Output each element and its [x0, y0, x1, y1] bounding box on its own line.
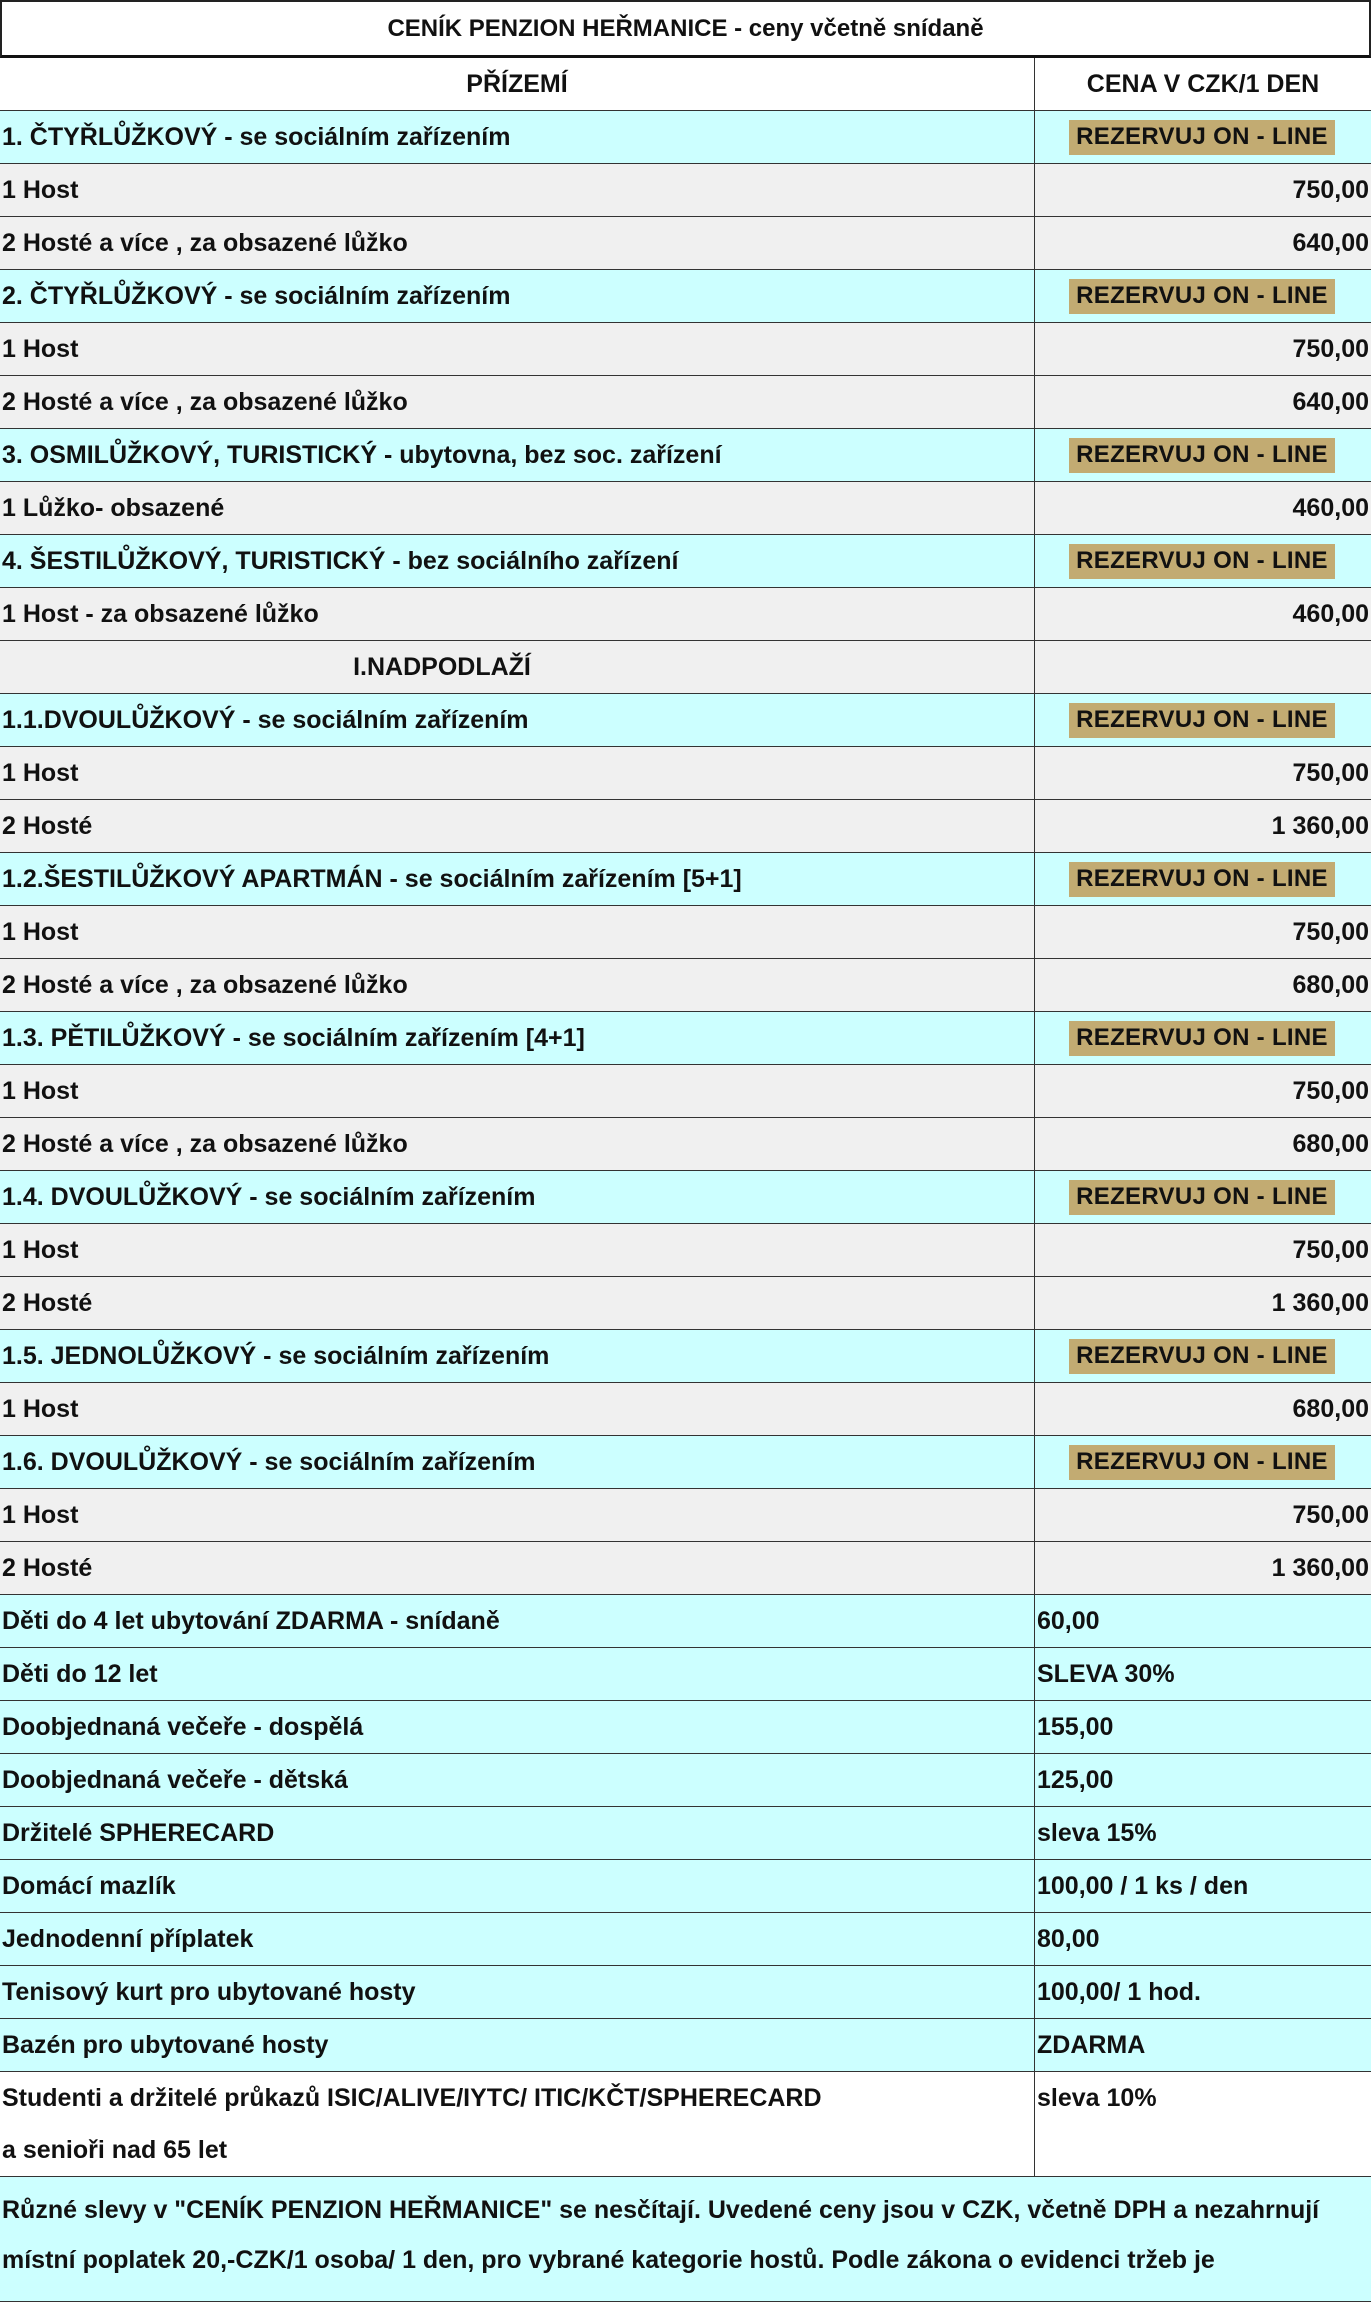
extra-label: Děti do 12 let — [0, 1648, 1035, 1700]
extra-label: Tenisový kurt pro ubytované hosty — [0, 1966, 1035, 2018]
section-title: I.NADPODLAŽÍ — [0, 641, 1035, 693]
price-row — [0, 1542, 1371, 1595]
price-row — [0, 1224, 1371, 1277]
price-row — [0, 1383, 1371, 1436]
extra-label: Domácí mazlík — [0, 1860, 1035, 1912]
price-value: 750,00 — [1292, 917, 1369, 946]
room-name: 1.3. PĚTILŮŽKOVÝ - se sociálním zařízením [4+1] — [0, 1012, 1035, 1064]
price-row — [0, 1489, 1371, 1542]
reserve-online-button[interactable]: REZERVUJ ON - LINE — [1069, 862, 1335, 897]
reserve-online-button[interactable]: REZERVUJ ON - LINE — [1069, 703, 1335, 738]
price-row — [0, 1118, 1371, 1171]
price-value: 640,00 — [1292, 387, 1369, 416]
guest-count: 1 Lůžko- obsazené — [0, 482, 1035, 534]
guest-count: 2 Hosté a více , za obsazené lůžko — [0, 1118, 1035, 1170]
guest-count: 1 Host - za obsazené lůžko — [0, 588, 1035, 640]
price-row — [0, 800, 1371, 853]
room-row — [0, 270, 1371, 323]
price-row — [0, 482, 1371, 535]
extra-row — [0, 2019, 1371, 2072]
guest-count: 1 Host — [0, 747, 1035, 799]
extra-value: 100,00 / 1 ks / den — [1037, 1871, 1249, 1900]
footer-line-2: místní poplatek 20,-CZK/1 osoba/ 1 den, pro vybrané kategorie hostů. Podle zákona o evidenci tržeb je — [2, 2246, 1215, 2274]
guest-count: 2 Hosté a více , za obsazené lůžko — [0, 959, 1035, 1011]
room-name: 4. ŠESTILŮŽKOVÝ, TURISTICKÝ - bez sociálního zařízení — [0, 535, 1035, 587]
extra-row — [0, 1701, 1371, 1754]
extra-row — [0, 1860, 1371, 1913]
booking-cell — [1035, 1330, 1371, 1382]
header-floor: PŘÍZEMÍ — [0, 58, 1035, 110]
price-row — [0, 217, 1371, 270]
booking-cell — [1035, 270, 1371, 322]
reserve-online-button[interactable]: REZERVUJ ON - LINE — [1069, 120, 1335, 155]
extra-label: Bazén pro ubytované hosty — [0, 2019, 1035, 2071]
room-name: 1.1.DVOULŮŽKOVÝ - se sociálním zařízením — [0, 694, 1035, 746]
room-name: 2. ČTYŘLŮŽKOVÝ - se sociálním zařízením — [0, 270, 1035, 322]
footer-note — [0, 2177, 1371, 2302]
price-value: 680,00 — [1292, 970, 1369, 999]
extra-value: 155,00 — [1037, 1712, 1114, 1741]
extra-row — [0, 1966, 1371, 2019]
price-value: 750,00 — [1292, 758, 1369, 787]
extra-label: Děti do 4 let ubytování ZDARMA - snídaně — [0, 1595, 1035, 1647]
room-name: 1.4. DVOULŮŽKOVÝ - se sociálním zařízením — [0, 1171, 1035, 1223]
extra-row — [0, 1913, 1371, 1966]
extra-value: SLEVA 30% — [1037, 1659, 1175, 1688]
reserve-online-button[interactable]: REZERVUJ ON - LINE — [1069, 438, 1335, 473]
section-row — [0, 641, 1371, 694]
price-row — [0, 747, 1371, 800]
booking-cell — [1035, 694, 1371, 746]
price-value: 460,00 — [1292, 599, 1369, 628]
extra-row — [0, 1807, 1371, 1860]
price-row — [0, 959, 1371, 1012]
extra-value: 60,00 — [1037, 1606, 1100, 1635]
extra-value: 125,00 — [1037, 1765, 1114, 1794]
guest-count: 1 Host — [0, 1383, 1035, 1435]
price-row — [0, 164, 1371, 217]
guest-count: 1 Host — [0, 164, 1035, 216]
price-value: 1 360,00 — [1271, 1288, 1369, 1317]
price-value: 1 360,00 — [1271, 1553, 1369, 1582]
guest-count: 2 Hosté a více , za obsazené lůžko — [0, 217, 1035, 269]
booking-cell — [1035, 1012, 1371, 1064]
price-value: 640,00 — [1292, 228, 1369, 257]
guest-count: 1 Host — [0, 1065, 1035, 1117]
reserve-online-button[interactable]: REZERVUJ ON - LINE — [1069, 1021, 1335, 1056]
booking-cell — [1035, 429, 1371, 481]
extra-value: 100,00/ 1 hod. — [1037, 1977, 1201, 2006]
room-name: 1.5. JEDNOLŮŽKOVÝ - se sociálním zařízením — [0, 1330, 1035, 1382]
price-value: 750,00 — [1292, 1076, 1369, 1105]
price-row — [0, 906, 1371, 959]
extra-row — [0, 1648, 1371, 1701]
price-value: 750,00 — [1292, 1500, 1369, 1529]
reserve-online-button[interactable]: REZERVUJ ON - LINE — [1069, 544, 1335, 579]
price-value: 750,00 — [1292, 175, 1369, 204]
reserve-online-button[interactable]: REZERVUJ ON - LINE — [1069, 1180, 1335, 1215]
room-row — [0, 1436, 1371, 1489]
footer-line-1: Různé slevy v "CENÍK PENZION HEŘMANICE" se nesčítají. Uvedené ceny jsou v CZK, včetně DPH a nezahrnují — [2, 2196, 1320, 2224]
guest-count: 1 Host — [0, 323, 1035, 375]
price-table-body — [0, 111, 1371, 2177]
discount-value: sleva 10% — [1037, 2084, 1157, 2112]
booking-cell — [1035, 1171, 1371, 1223]
price-value: 460,00 — [1292, 493, 1369, 522]
price-value: 680,00 — [1292, 1129, 1369, 1158]
guest-count: 2 Hosté a více , za obsazené lůžko — [0, 376, 1035, 428]
price-value: 750,00 — [1292, 1235, 1369, 1264]
room-row — [0, 1012, 1371, 1065]
room-name: 1. ČTYŘLŮŽKOVÝ - se sociálním zařízením — [0, 111, 1035, 163]
room-row — [0, 1330, 1371, 1383]
room-row — [0, 429, 1371, 482]
extra-label: Držitelé SPHERECARD — [0, 1807, 1035, 1859]
price-row — [0, 588, 1371, 641]
header-price: CENA V CZK/1 DEN — [1086, 69, 1320, 98]
page-title: CENÍK PENZION HEŘMANICE - ceny včetně snídaně — [0, 0, 1371, 58]
extra-label: Doobjednaná večeře - dospělá — [0, 1701, 1035, 1753]
price-value: 1 360,00 — [1271, 811, 1369, 840]
guest-count: 1 Host — [0, 1224, 1035, 1276]
price-row — [0, 323, 1371, 376]
price-row — [0, 1277, 1371, 1330]
extra-value: sleva 15% — [1037, 1818, 1157, 1847]
reserve-online-button[interactable]: REZERVUJ ON - LINE — [1069, 1445, 1335, 1480]
reserve-online-button[interactable]: REZERVUJ ON - LINE — [1069, 1339, 1335, 1374]
room-row — [0, 694, 1371, 747]
room-name: 3. OSMILŮŽKOVÝ, TURISTICKÝ - ubytovna, bez soc. zařízení — [0, 429, 1035, 481]
booking-cell — [1035, 111, 1371, 163]
guest-count: 2 Hosté — [0, 1542, 1035, 1594]
price-value: 750,00 — [1292, 334, 1369, 363]
price-row — [0, 376, 1371, 429]
room-row — [0, 853, 1371, 906]
booking-cell — [1035, 535, 1371, 587]
extra-value: ZDARMA — [1037, 2030, 1146, 2059]
discount-label-line-1: Studenti a držitelé průkazů ISIC/ALIVE/IYTC/ ITIC/KČT/SPHERECARD — [2, 2083, 822, 2112]
price-row — [0, 1065, 1371, 1118]
discount-label — [0, 2072, 1035, 2176]
booking-cell — [1035, 853, 1371, 905]
price-value: 680,00 — [1292, 1394, 1369, 1423]
guest-count: 1 Host — [0, 906, 1035, 958]
guest-count: 1 Host — [0, 1489, 1035, 1541]
room-row — [0, 111, 1371, 164]
extra-label: Doobjednaná večeře - dětská — [0, 1754, 1035, 1806]
extra-row — [0, 1754, 1371, 1807]
extra-value: 80,00 — [1037, 1924, 1100, 1953]
room-row — [0, 1171, 1371, 1224]
discount-row — [0, 2072, 1371, 2177]
extra-row — [0, 1595, 1371, 1648]
table-header — [0, 58, 1371, 111]
guest-count: 2 Hosté — [0, 800, 1035, 852]
room-name: 1.6. DVOULŮŽKOVÝ - se sociálním zařízením — [0, 1436, 1035, 1488]
room-row — [0, 535, 1371, 588]
reserve-online-button[interactable]: REZERVUJ ON - LINE — [1069, 279, 1335, 314]
booking-cell — [1035, 1436, 1371, 1488]
extra-label: Jednodenní příplatek — [0, 1913, 1035, 1965]
section-empty — [1035, 641, 1371, 693]
guest-count: 2 Hosté — [0, 1277, 1035, 1329]
room-name: 1.2.ŠESTILŮŽKOVÝ APARTMÁN - se sociálním zařízením [5+1] — [0, 853, 1035, 905]
discount-label-line-2: a senioři nad 65 let — [2, 2135, 228, 2164]
